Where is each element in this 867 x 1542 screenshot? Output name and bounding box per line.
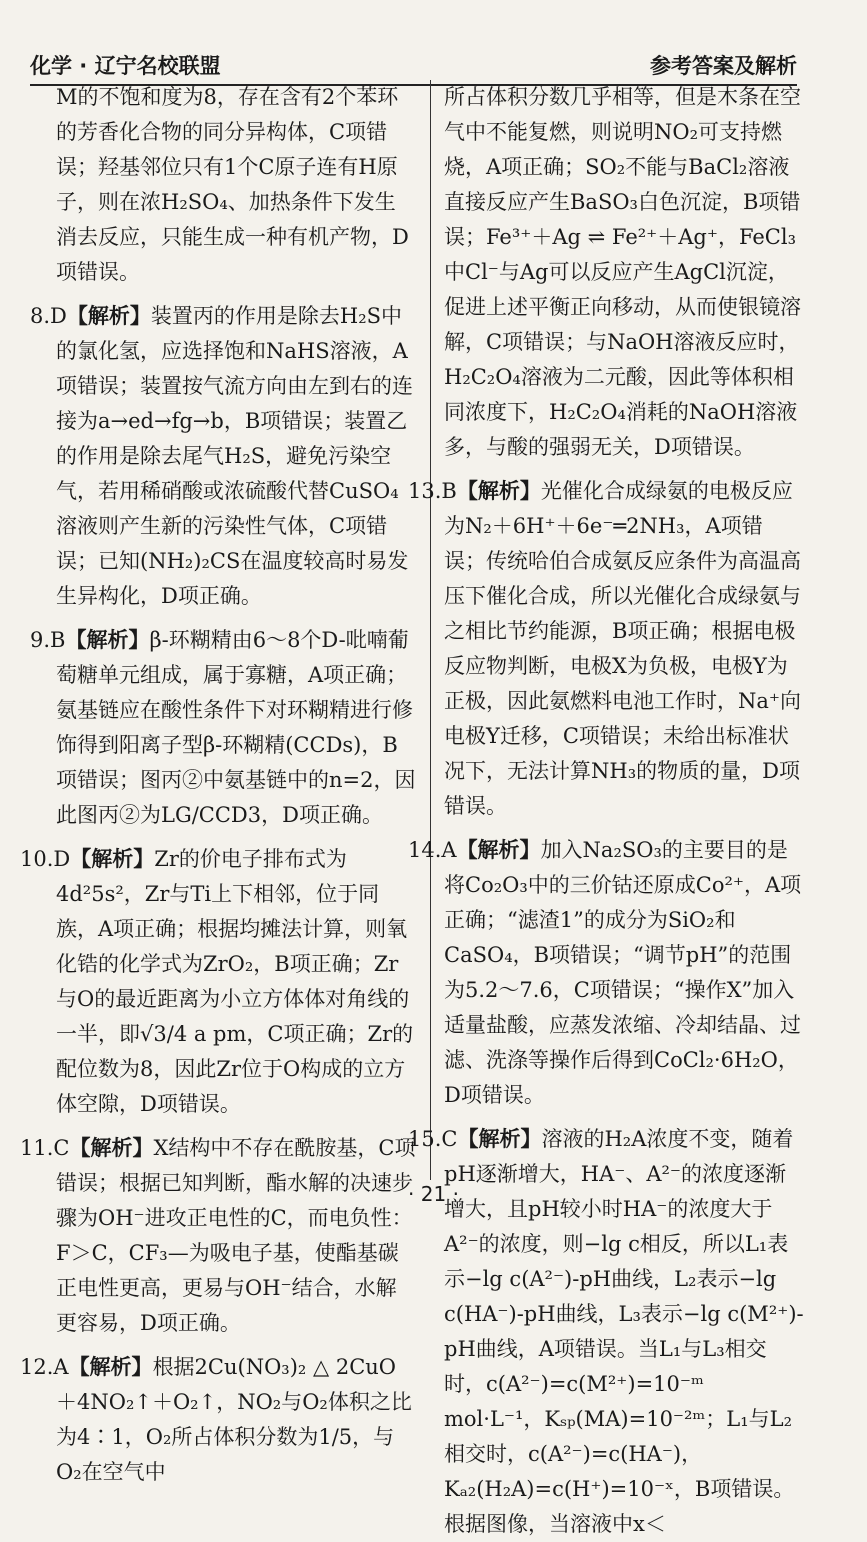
answer-text: β-环糊精由6～8个D-吡喃葡萄糖单元组成，属于寡糖，A项正确；氨基链应在酸性条件下对环糊精进行修饰得到阳离子型β-环糊精(CCDs)，B项错误；图丙②中氨基链中的n=2，因此图丙②为LG/CCD3，D项正确。	[56, 628, 416, 827]
analysis-tag: 【解析】	[456, 478, 541, 503]
header-section: 参考答案及解析	[650, 54, 797, 78]
analysis-tag: 【解析】	[457, 1126, 542, 1151]
answer-number: 14.A	[408, 838, 457, 862]
answer-text: 装置丙的作用是除去H₂S中的氯化氢，应选择饱和NaHS溶液，A项错误；装置按气流方向由左到右的连接为a→ed→fg→b，B项错误；装置乙的作用是除去尾气H₂S，避免污染空气，若用稀硝酸或浓硫酸代替CuSO₄溶液则产生新的污染性气体，C项错误；已知(NH₂)₂CS在温度较高时易发生异构化，D项正确。	[56, 304, 413, 608]
answer-item-11	[20, 1130, 416, 1341]
right-column	[408, 80, 804, 1536]
analysis-tag: 【解析】	[456, 837, 541, 862]
answer-item-13	[408, 473, 804, 824]
left-column	[20, 80, 416, 1484]
analysis-tag: 【解析】	[70, 846, 155, 871]
answer-item-9	[30, 622, 416, 833]
answer-number: 12.A	[20, 1355, 69, 1379]
answer-number: 8.D	[30, 304, 67, 328]
answer-text: 加入Na₂SO₃的主要目的是将Co₂O₃中的三价钴还原成Co²⁺，A项正确；“滤渣1”的成分为SiO₂和CaSO₄，B项错误；“调节pH”的范围为5.2～7.6，C项错误；“操作X”加入适量盐酸，应蒸发浓缩、冷却结晶、过滤、洗涤等操作后得到CoCl₂·6H₂O，D项错误。	[444, 838, 802, 1107]
answer-text: 所占体积分数几乎相等，但是木条在空气中不能复燃，则说明NO₂可支持燃烧，A项正确；SO₂不能与BaCl₂溶液直接反应产生BaSO₃白色沉淀，B项错误；Fe³⁺＋Ag ⇌ Fe²⁺＋Ag⁺，FeCl₃中Cl⁻与Ag可以反应产生AgCl沉淀，促进上述平衡正向移动，从而使银镜溶解，C项错误；与NaOH溶液反应时，H₂C₂O₄溶液为二元酸，因此等体积相同浓度下，H₂C₂O₄消耗的NaOH溶液多，与酸的强弱无关，D项错误。	[444, 85, 801, 459]
answer-text: X结构中不存在酰胺基，C项错误；根据已知判断，酯水解的决速步骤为OH⁻进攻正电性的C，而电负性：F＞C，CF₃—为吸电子基，使酯基碳正电性更高，更易与OH⁻结合，水解更容易，D项正确。	[56, 1136, 416, 1335]
answer-item-7-continued	[56, 80, 416, 290]
page-number: · 21 ·	[408, 1182, 459, 1206]
analysis-tag: 【解析】	[65, 627, 150, 652]
answer-item-14	[408, 832, 804, 1113]
answer-text: 光催化合成绿氨的电极反应为N₂＋6H⁺＋6e⁻═2NH₃，A项错误；传统哈伯合成氨反应条件为高温高压下催化合成，所以光催化合成绿氨与之相比节约能源，B项正确；根据电极反应物判断，电极X为负极，电极Y为正极，因此氨燃料电池工作时，Na⁺向电极Y迁移，C项错误；未给出标准状况下，无法计算NH₃的物质的量，D项错误。	[444, 479, 801, 818]
answer-text: M的不饱和度为8，存在含有2个苯环的芳香化合物的同分异构体，C项错误；羟基邻位只有1个C原子连有H原子，则在浓H₂SO₄、加热条件下发生消去反应，只能生成一种有机产物，D项错误。	[56, 85, 409, 284]
answer-item-12	[20, 1349, 416, 1490]
answer-item-8	[30, 298, 416, 614]
analysis-tag: 【解析】	[69, 1135, 154, 1160]
analysis-tag: 【解析】	[68, 1354, 153, 1379]
answer-text: 根据2Cu(NO₃)₂ △ 2CuO＋4NO₂↑＋O₂↑，NO₂与O₂体积之比为4∶1，O₂所占体积分数为1/5，与O₂在空气中	[56, 1355, 412, 1484]
answer-number: 9.B	[30, 628, 66, 652]
column-divider	[430, 80, 431, 1180]
analysis-tag: 【解析】	[66, 303, 151, 328]
answer-number: 13.B	[408, 479, 457, 503]
answer-item-12-continued	[444, 80, 804, 465]
answer-item-10	[20, 841, 416, 1122]
answer-number: 10.D	[20, 847, 71, 871]
answer-text: 溶液的H₂A浓度不变，随着pH逐渐增大，HA⁻、A²⁻的浓度逐渐增大，且pH较小时HA⁻的浓度大于A²⁻的浓度，则−lg c相反，所以L₁表示−lg c(A²⁻)-pH曲线，L₂表示−lg c(HA⁻)-pH曲线，L₃表示−lg c(M²⁺)-pH曲线，A项错误。当L₁与L₃相交时，c(A²⁻)=c(M²⁺)=10⁻ᵐ mol·L⁻¹，Kₛₚ(MA)=10⁻²ᵐ；L₁与L₂相交时，c(A²⁻)=c(HA⁻)，Kₐ₂(H₂A)=c(H⁺)=10⁻ˣ，B项错误。根据图像，当溶液中x＜	[444, 1127, 804, 1536]
answer-number: 15.C	[408, 1127, 458, 1151]
answer-number: 11.C	[20, 1136, 70, 1160]
header-subject: 化学 · 辽宁名校联盟	[30, 54, 221, 78]
answer-text: Zr的价电子排布式为4d²5s²，Zr与Ti上下相邻，位于同族，A项正确；根据均摊法计算，则氧化锆的化学式为ZrO₂，B项正确；Zr与O的最近距离为小立方体体对角线的一半，即√3/4 a pm，C项正确；Zr的配位数为8，因此Zr位于O构成的立方体空隙，D项错误。	[56, 847, 414, 1116]
